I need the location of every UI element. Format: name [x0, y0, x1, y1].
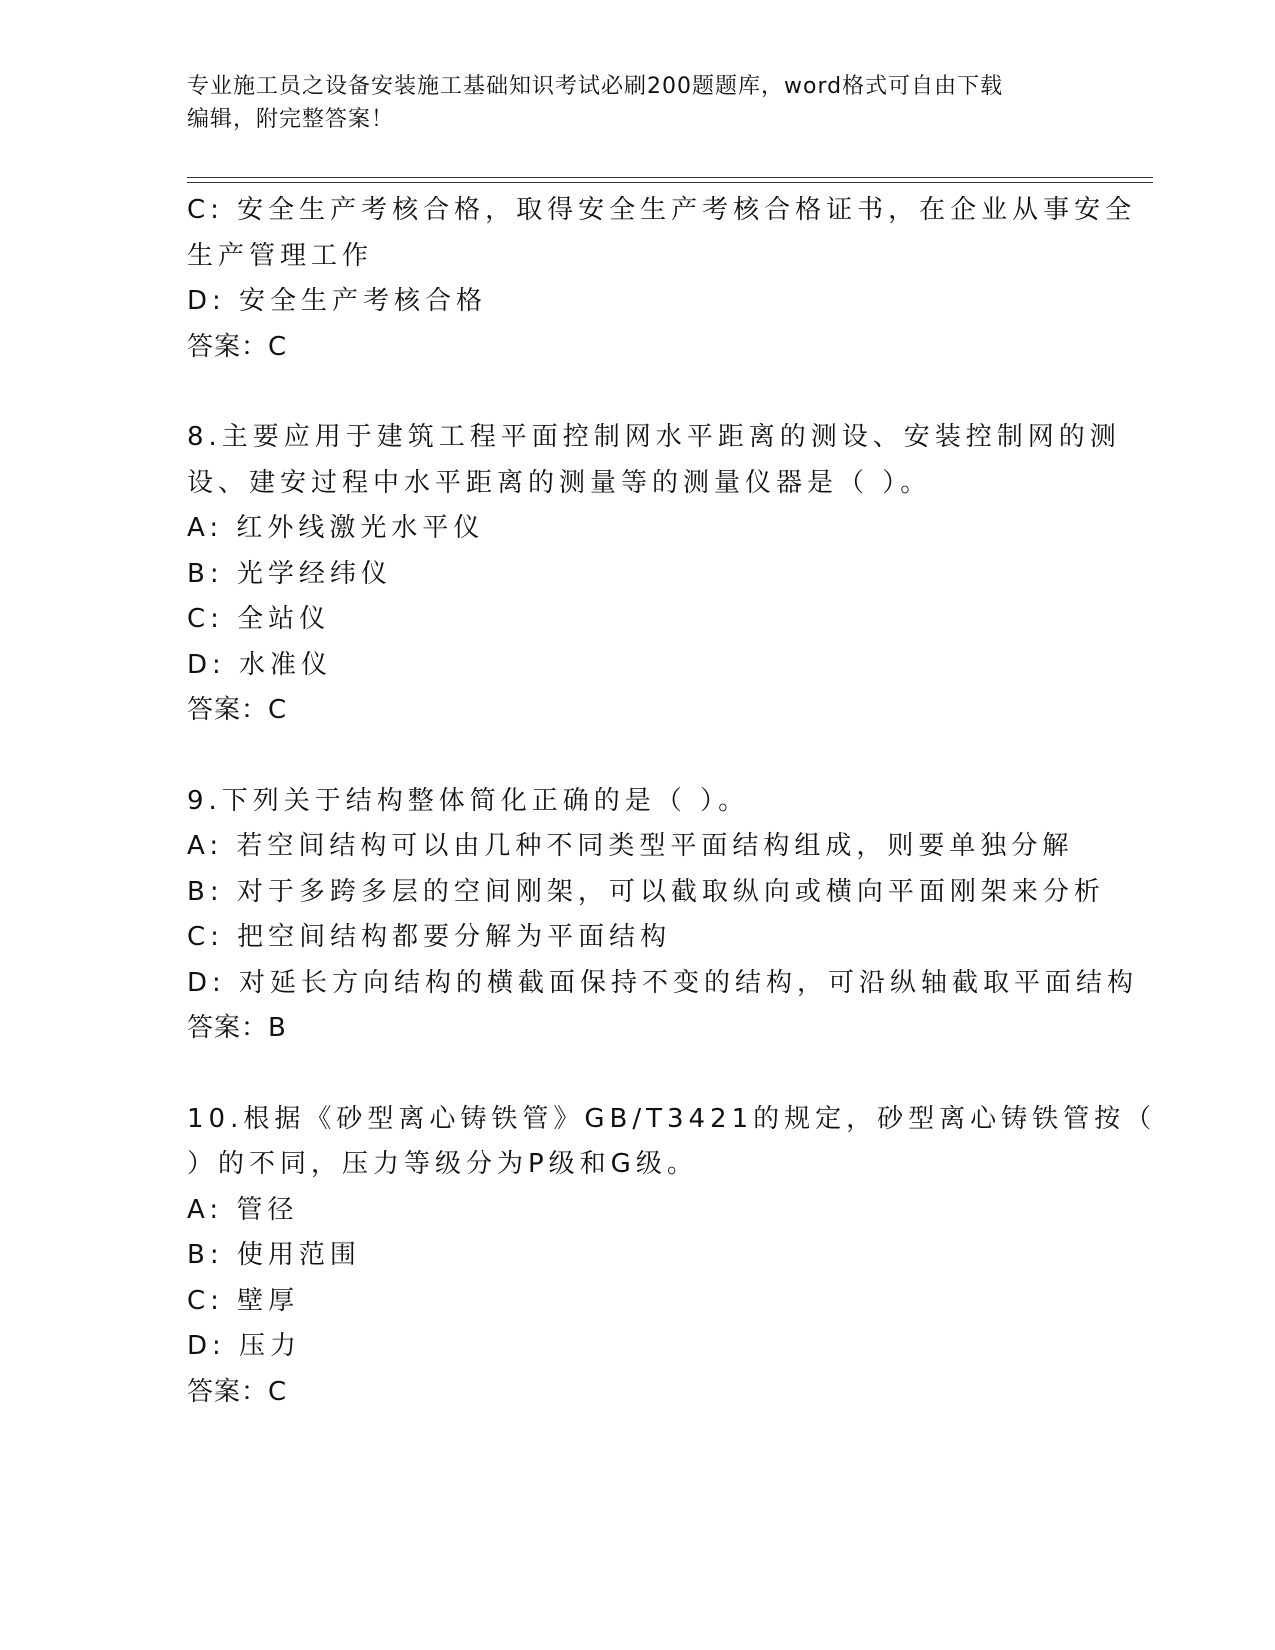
question-stem: 9.下列关于结构整体简化正确的是（ ）。	[187, 785, 750, 816]
option-d: D: 安全生产考核合格	[187, 286, 488, 316]
question-block-7	[187, 188, 1137, 370]
question-spacer	[187, 1052, 1087, 1097]
question-list	[187, 188, 1157, 1415]
question-spacer	[187, 370, 1087, 415]
document-header	[187, 70, 1067, 136]
question-stem: 10.根据《砂型离心铸铁管》GB/T3421的规定，砂型离心铸铁管按（	[187, 1103, 1157, 1134]
header-double-rule	[187, 177, 1153, 183]
option-c: C: 安全生产考核合格，取得安全生产考核合格证书，在企业从事安全	[187, 195, 1137, 225]
header-title-line-1: 专业施工员之设备安装施工基础知识考试必刷200题题库，word格式可自由下载	[187, 74, 1004, 99]
option-a: A: 管径	[187, 1194, 299, 1225]
option-d: D: 对延长方向结构的横截面保持不变的结构，可沿纵轴截取平面结构	[187, 967, 1139, 998]
option-a: A: 红外线激光水平仪	[187, 513, 485, 543]
option-c: C: 全站仪	[187, 604, 331, 634]
answer-line: 答案：B	[187, 1013, 287, 1043]
question-block-8	[187, 415, 1121, 734]
option-c: C: 壁厚	[187, 1285, 300, 1316]
answer-line: 答案：C	[187, 1376, 288, 1407]
option-d: D: 压力	[187, 1331, 302, 1361]
option-c-continued: 生产管理工作	[187, 240, 374, 271]
option-a: A: 若空间结构可以由几种不同类型平面结构组成，则要单独分解	[187, 831, 1074, 861]
question-block-9	[187, 779, 1139, 1052]
question-spacer	[187, 734, 1087, 779]
question-stem-continued: 设、建安过程中水平距离的测量等的测量仪器是（ ）。	[187, 467, 932, 498]
header-title-line-2: 编辑，附完整答案！	[187, 107, 395, 132]
question-block-10	[187, 1097, 1157, 1416]
option-b: B: 使用范围	[187, 1240, 361, 1270]
question-stem: 8.主要应用于建筑工程平面控制网水平距离的测设、安装控制网的测	[187, 422, 1121, 452]
option-b: B: 对于多跨多层的空间刚架，可以截取纵向或横向平面刚架来分析	[187, 876, 1105, 907]
answer-line: 答案：C	[187, 695, 288, 725]
option-c: C: 把空间结构都要分解为平面结构	[187, 922, 672, 952]
answer-line: 答案：C	[187, 331, 288, 362]
question-stem-continued: ）的不同，压力等级分为P级和G级。	[187, 1149, 698, 1179]
option-b: B: 光学经纬仪	[187, 558, 392, 589]
option-d: D: 水准仪	[187, 649, 333, 680]
